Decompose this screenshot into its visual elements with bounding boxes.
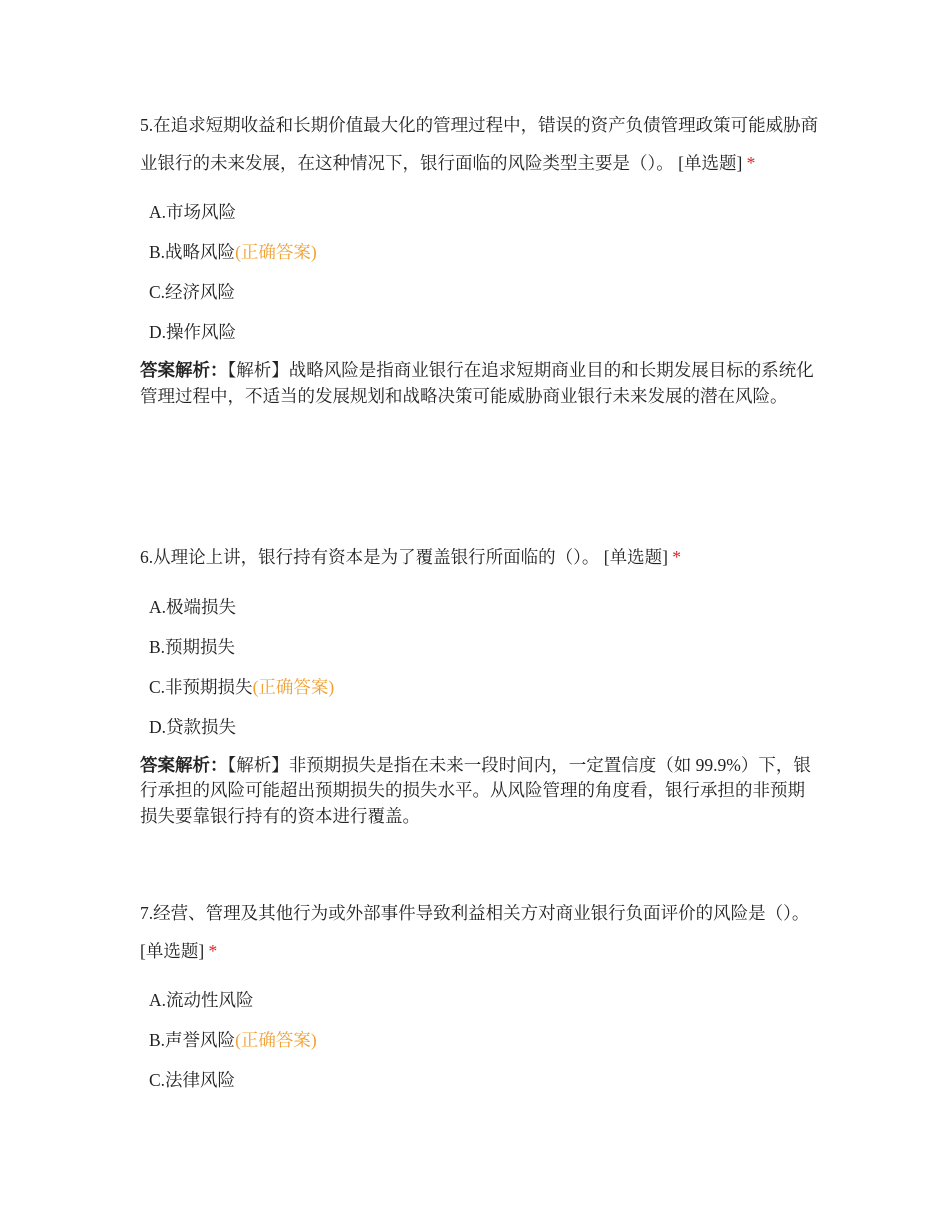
correct-answer-tag: (正确答案) [235,242,317,262]
required-mark: * [208,940,218,961]
answer-analysis: 答案解析：【解析】战略风险是指商业银行在追求短期商业目的和长期发展目标的系统化管理过程中，不适当的发展规划和战略决策可能威胁商业银行未来发展的潜在风险。 [140,360,814,406]
option-a[interactable]: A.流动性风险 [149,990,254,1010]
question-title: 6.从理论上讲，银行持有资本是为了覆盖银行所面临的（）。 [单选题] * [140,547,682,567]
option-a[interactable]: A.极端损失 [149,596,237,617]
option-list [149,980,820,1100]
option-d[interactable]: D.操作风险 [149,322,237,342]
option-b[interactable]: B.声誉风险(正确答案) [149,1030,317,1050]
option-b[interactable]: B.预期损失 [149,636,236,657]
option-c[interactable]: C.非预期损失(正确答案) [149,676,335,697]
correct-answer-tag: (正确答案) [235,1030,317,1050]
option-list [149,587,820,747]
question-title: 5.在追求短期收益和长期价值最大化的管理过程中，错误的资产负债管理政策可能威胁商业银行的未来发展，在这种情况下，银行面临的风险类型主要是（）。 [单选题] * [140,115,819,173]
correct-answer-tag: (正确答案) [252,676,335,697]
question-6 [140,539,820,829]
question-7 [140,895,820,1100]
option-c[interactable]: C.经济风险 [149,282,236,302]
required-mark: * [672,547,682,567]
answer-analysis: 答案解析：【解析】非预期损失是指在未来一段时间内，一定置信度（如 99.9%）下，银行承担的风险可能超出预期损失的损失水平。从风险管理的角度看，银行承担的非预期损失要靠银行持有的资本进行覆盖。 [140,754,811,826]
option-b[interactable]: B.战略风险(正确答案) [149,242,317,262]
option-d[interactable]: D.贷款损失 [149,716,237,737]
option-list [149,192,820,352]
question-5 [140,107,820,409]
analysis-label: 答案解析： [140,360,228,380]
analysis-label: 答案解析： [140,754,228,775]
option-c[interactable]: C.法律风险 [149,1070,236,1090]
option-a[interactable]: A.市场风险 [149,202,237,222]
required-mark: * [746,152,756,173]
question-title: 7.经营、管理及其他行为或外部事件导致利益相关方对商业银行负面评价的风险是（）。 [单选题] * [140,903,810,961]
